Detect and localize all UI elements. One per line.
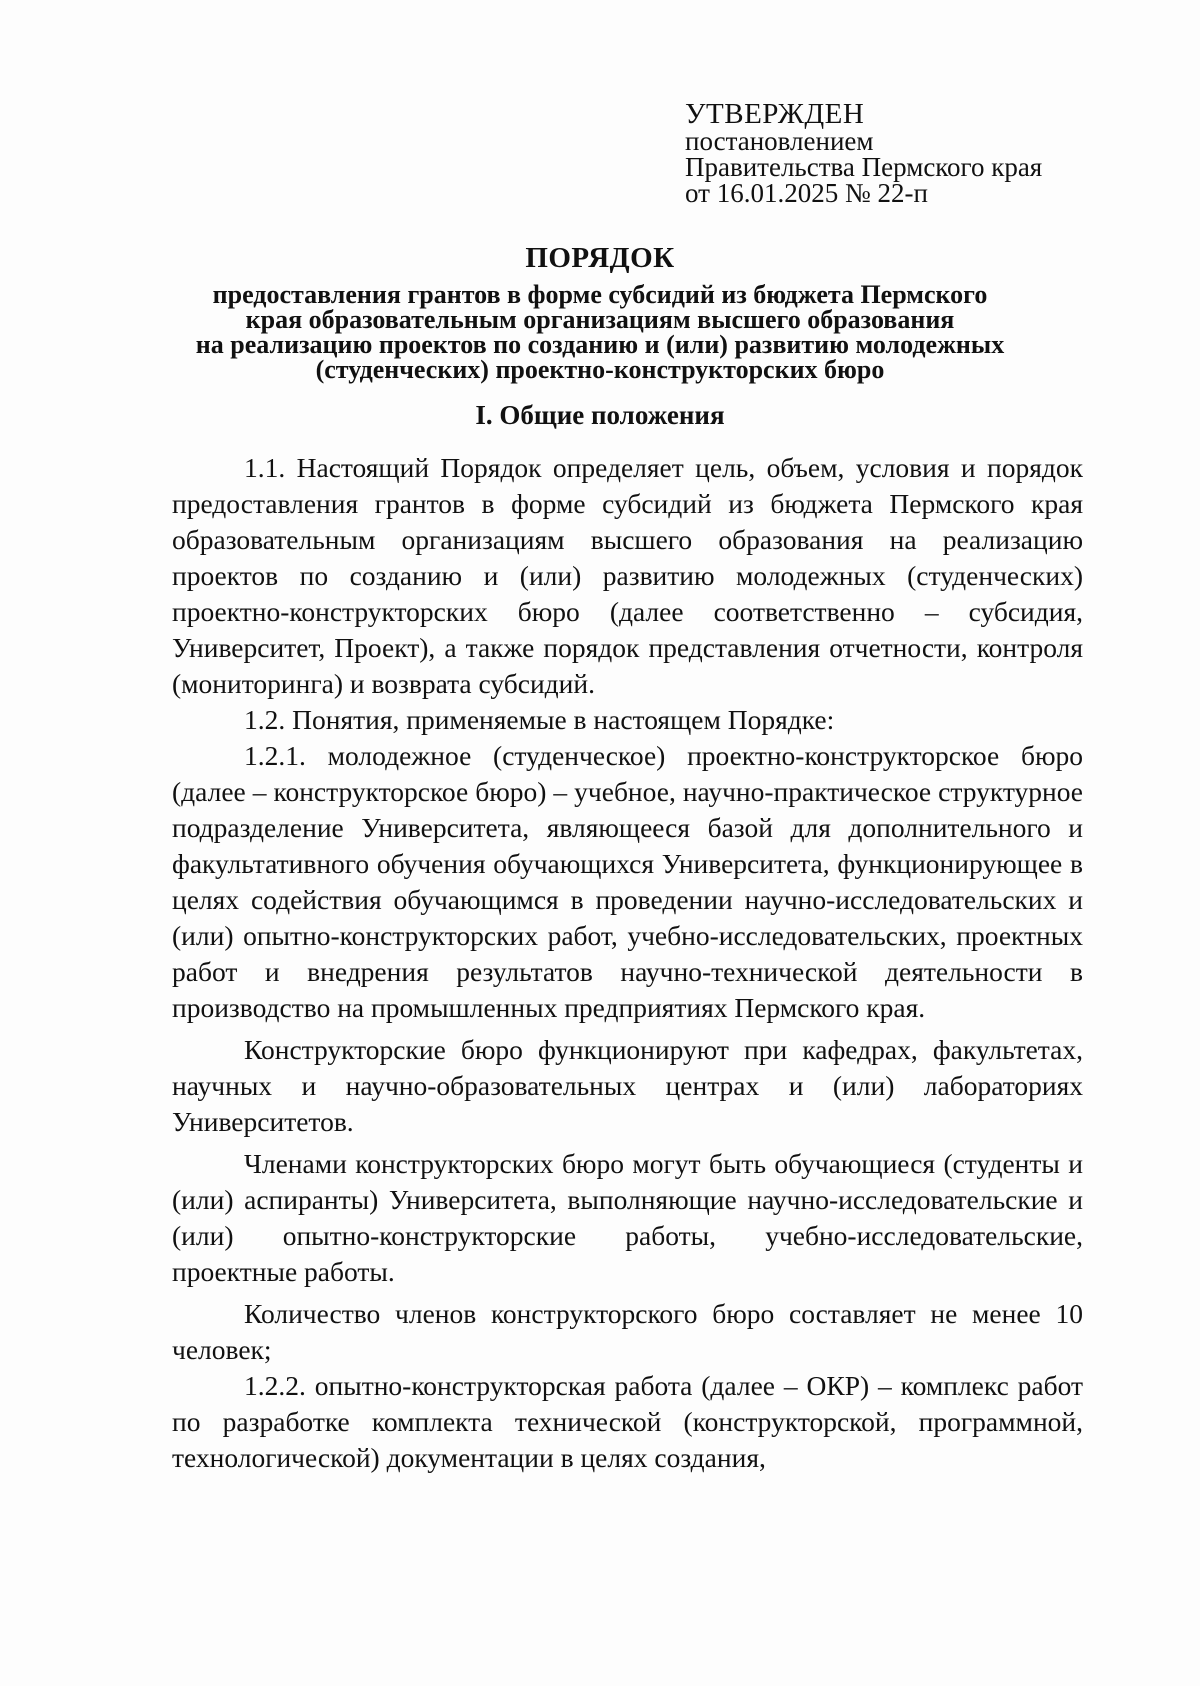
subtitle-line-2: края образовательным организациям высшего образования [245,305,955,334]
subtitle-line-3: на реализацию проектов по созданию и (или) развитию молодежных [195,330,1005,359]
paragraph-member-count: Количество членов конструкторского бюро составляет не менее 10 человек; [172,1298,1083,1365]
paragraph-1-2-1: 1.2.1. молодежное (студенческое) проектно-конструкторское бюро (далее – конструкторское бюро) – учебное, научно-практическое структурное подразделение Университета, являющееся базой для дополнительного и факультативного обучения обучающихся Университета, функционирующее в целях содействия обучающимся в проведении научно-исследовательских и (или) опытно-конструкторских работ, учебно-исследовательских, проектных работ и внедрения результатов научно-технической деятельности в производство на промышленных предприятиях Пермского края. [172,740,1083,1023]
paragraph-1-2-2: 1.2.2. опытно-конструкторская работа (далее – ОКР) – комплекс работ по разработке комплекта технической (конструкторской, программной, технологической) документации в целях создания, [172,1370,1083,1473]
subtitle-line-1: предоставления грантов в форме субсидий из бюджета Пермского [212,280,988,309]
document-subtitle [150,282,1050,382]
approval-line-2: Правительства Пермского края [685,152,1043,182]
paragraph-bureau-location: Конструкторские бюро функционируют при кафедрах, факультетах, научных и научно-образовательных центрах и (или) лабораториях Университетов. [172,1034,1083,1137]
subtitle-line-4: (студенческих) проектно-конструкторских бюро [315,355,885,384]
section-heading: I. Общие положения [475,400,725,430]
approval-heading: УТВЕРЖДЕН [685,98,865,130]
document-body [172,450,1083,1476]
document-title: ПОРЯДОК [525,242,675,274]
approval-stamp [685,100,1105,206]
paragraph-1-2: 1.2. Понятия, применяемые в настоящем Порядке: [244,704,835,735]
approval-line-1: постановлением [685,126,874,156]
paragraph-1-1: 1.1. Настоящий Порядок определяет цель, объем, условия и порядок предоставления грантов в форме субсидий из бюджета Пермского края образовательным организациям высшего образования на реализацию проектов по созданию и (или) развитию молодежных (студенческих) проектно-конструкторских бюро (далее соответственно – субсидия, Университет, Проект), а также порядок представления отчетности, контроля (мониторинга) и возврата субсидий. [172,452,1083,699]
paragraph-bureau-members: Членами конструкторских бюро могут быть обучающиеся (студенты и (или) аспиранты) Университета, выполняющие научно-исследовательские и (или) опытно-конструкторские работы, учебно-исследовательские, проектные работы. [172,1148,1083,1287]
approval-line-3: от 16.01.2025 № 22-п [685,178,928,208]
